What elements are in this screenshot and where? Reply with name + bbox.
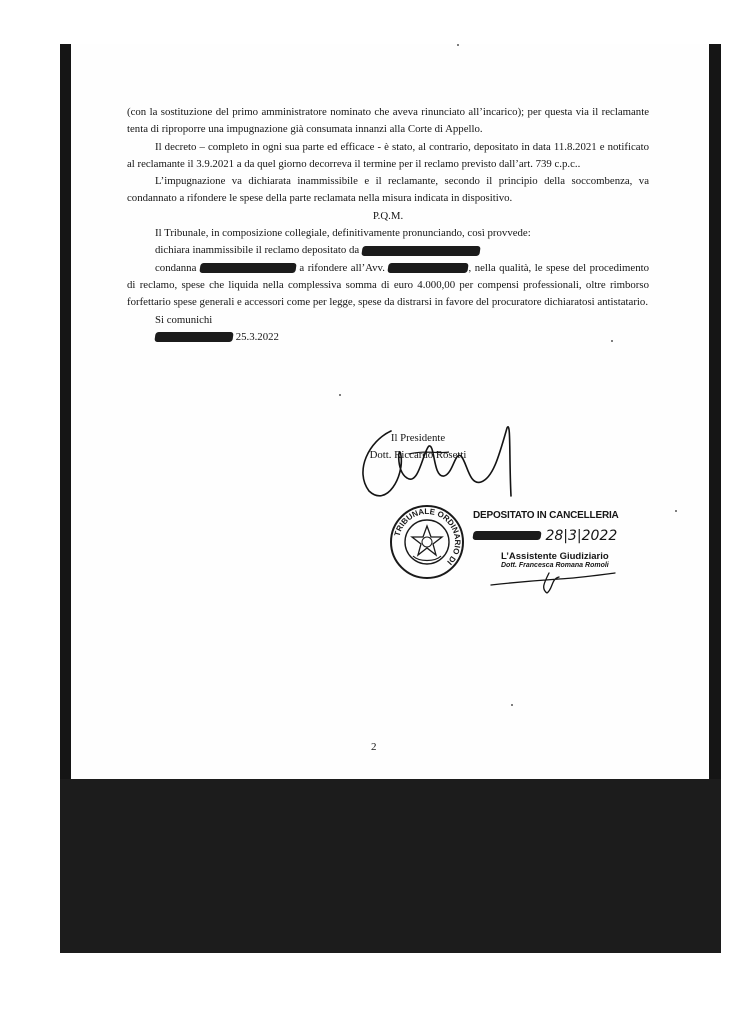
closing-line: Si comunichi [155, 313, 213, 326]
seal-ring-text: TRIBUNALE ORDINARIO DI [392, 506, 463, 567]
scan-speck [457, 44, 459, 46]
stamp-date-row [473, 527, 633, 545]
paragraph-1: (con la sostituzione del primo amministratore nominato che aveva rinunciato all’incarico); per questa via il reclamante tenta di riproporre una impugnazione già consumata innanzi alla Corte di Appello. [127, 106, 649, 136]
paragraph-2: Il decreto – completo in ogni sua parte ed efficace - è stato, al contrario, depositato in data 11.8.2021 e notificato al reclamante il 3.9.2021 a da quel giorno decorreva il termine per il reclamo previsto dall’art. 739 c.p.c.. [127, 140, 649, 170]
stamp-role: L’Assistente Giudiziario [501, 551, 609, 562]
ruling-line-2-text-b: a rifondere all’Avv. [299, 261, 385, 274]
filing-stamp [473, 510, 633, 600]
scan-speck [675, 510, 677, 512]
ruling-line-2-text-c: , nella qualità, le spese del procedimento di reclamo, spese che liquida nella complessiva somma di euro 4.000,00 per compensi professionali, oltre rimborso forfettario spese generali e accessori come per legge, spese da distrarsi in favore del procuratore dichiaratosi antistatario. [127, 261, 650, 309]
court-seal-stamp [389, 504, 465, 580]
ruling-line-2 [127, 260, 649, 312]
stamp-title: DEPOSITATO IN CANCELLERIA [473, 510, 619, 521]
stamp-name: Dott. Francesca Romana Romoli [501, 562, 609, 569]
paragraph-3: L’impugnazione va dichiarata inammissibile e il reclamante, secondo il principio della soccombenza, va condannato a rifondere le spese della parte reclamata nella misura indicata in dispositivo. [127, 175, 649, 205]
ruling-line-1-text: dichiara inammissibile il reclamo depositato da [155, 244, 360, 257]
page-number: 2 [371, 741, 377, 753]
document-page [71, 44, 709, 779]
stamp-date: 28|3|2022 [545, 528, 618, 544]
document-body [127, 104, 649, 346]
pqm-heading: P.Q.M. [372, 209, 404, 222]
redacted-place [472, 531, 541, 540]
redacted-name [199, 263, 296, 273]
redacted-name [388, 263, 469, 273]
assistant-signature [489, 569, 619, 595]
ruling-intro: Il Tribunale, in composizione collegiale, definitivamente pronunciando, così provvede: [155, 227, 531, 240]
president-name: Dott. Riccardo Rosetti [369, 449, 467, 462]
handwritten-signature [349, 416, 524, 506]
scan-bottom-band [60, 779, 721, 953]
scan-speck [511, 704, 513, 706]
date-line [127, 329, 649, 346]
ruling-line-2-text-a: condanna [155, 261, 197, 274]
ruling-line-1 [127, 242, 649, 259]
president-title: Il Presidente [390, 432, 446, 444]
scan-border-right [709, 44, 721, 781]
document-date: 25.3.2022 [235, 330, 279, 343]
scan-speck [339, 394, 341, 396]
scan-border-left [60, 44, 71, 781]
redacted-name [361, 246, 480, 256]
scan-speck [611, 340, 613, 342]
redacted-place [154, 332, 233, 342]
